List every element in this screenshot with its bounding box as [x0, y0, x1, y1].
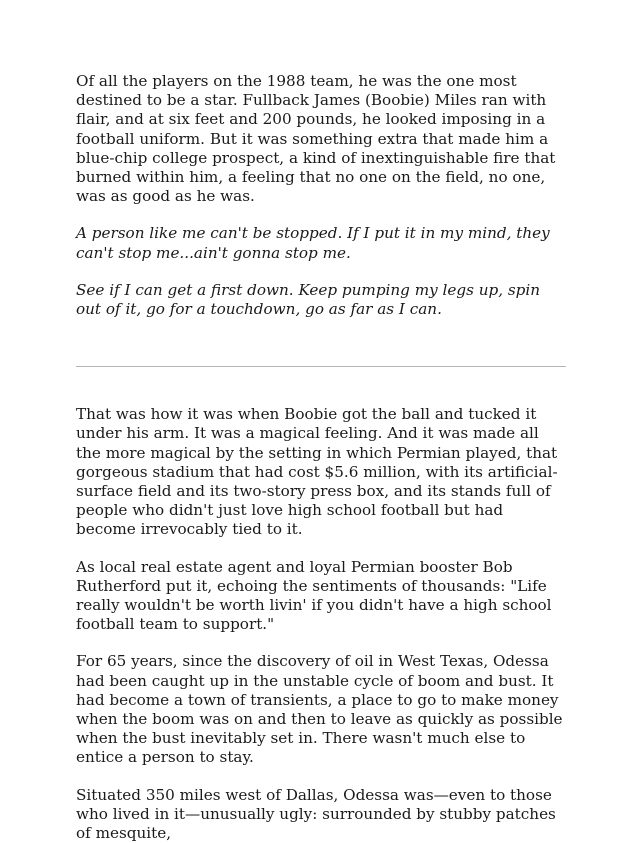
quote-paragraph-1: A person like me can't be stopped. If I put it in my mind, they can't stop me...ain't gonna stop me. — [76, 224, 550, 262]
section-divider — [76, 366, 566, 367]
paragraph-intro: Of all the players on the 1988 team, he was the one most destined to be a star. Fullback James (Boobie) Miles ran with flair, and at six feet and 200 pounds, he looked imposing in a football uniform. But it was something extra that made him a blue-chip college prospect, a kind of inextinguishable fire that burned within him, a feeling that no one on the field, no one, was as good as he was. — [76, 72, 556, 206]
paragraph-odessa-history: For 65 years, since the discovery of oil in West Texas, Odessa had been caught up in the unstable cycle of boom and bust. It had become a town of transients, a place to go to make money when the boom was on and then to leave as quickly as possible when the bust inevitably set in. There wasn't much else to entice a person to stay. — [76, 652, 563, 767]
paragraph-rutherford-quote: As local real estate agent and loyal Permian booster Bob Rutherford put it, echoing the sentiments of thousands: "Life really wouldn't be worth livin' if you didn't have a high school football team to support." — [76, 557, 552, 634]
paragraph-odessa-description: Situated 350 miles west of Dallas, Odessa was—even to those who lived in it—unusually ugly: surrounded by stubby patches of mesquite, — [76, 785, 556, 843]
quote-paragraph-2: See if I can get a first down. Keep pumping my legs up, spin out of it, go for a touchdown, go as far as I can. — [76, 280, 541, 319]
document-page — [76, 72, 566, 843]
paragraph-boobie-ball: That was how it was when Boobie got the ball and tucked it under his arm. It was a magical feeling. And it was made all the more magical by the setting in which Permian played, that gorgeous stadium that had cost $5.6 million, with its artificial-surface field and its two-story press box, and its stands full of people who didn't just love high school football but had become irrevocably tied to it. — [76, 405, 558, 539]
